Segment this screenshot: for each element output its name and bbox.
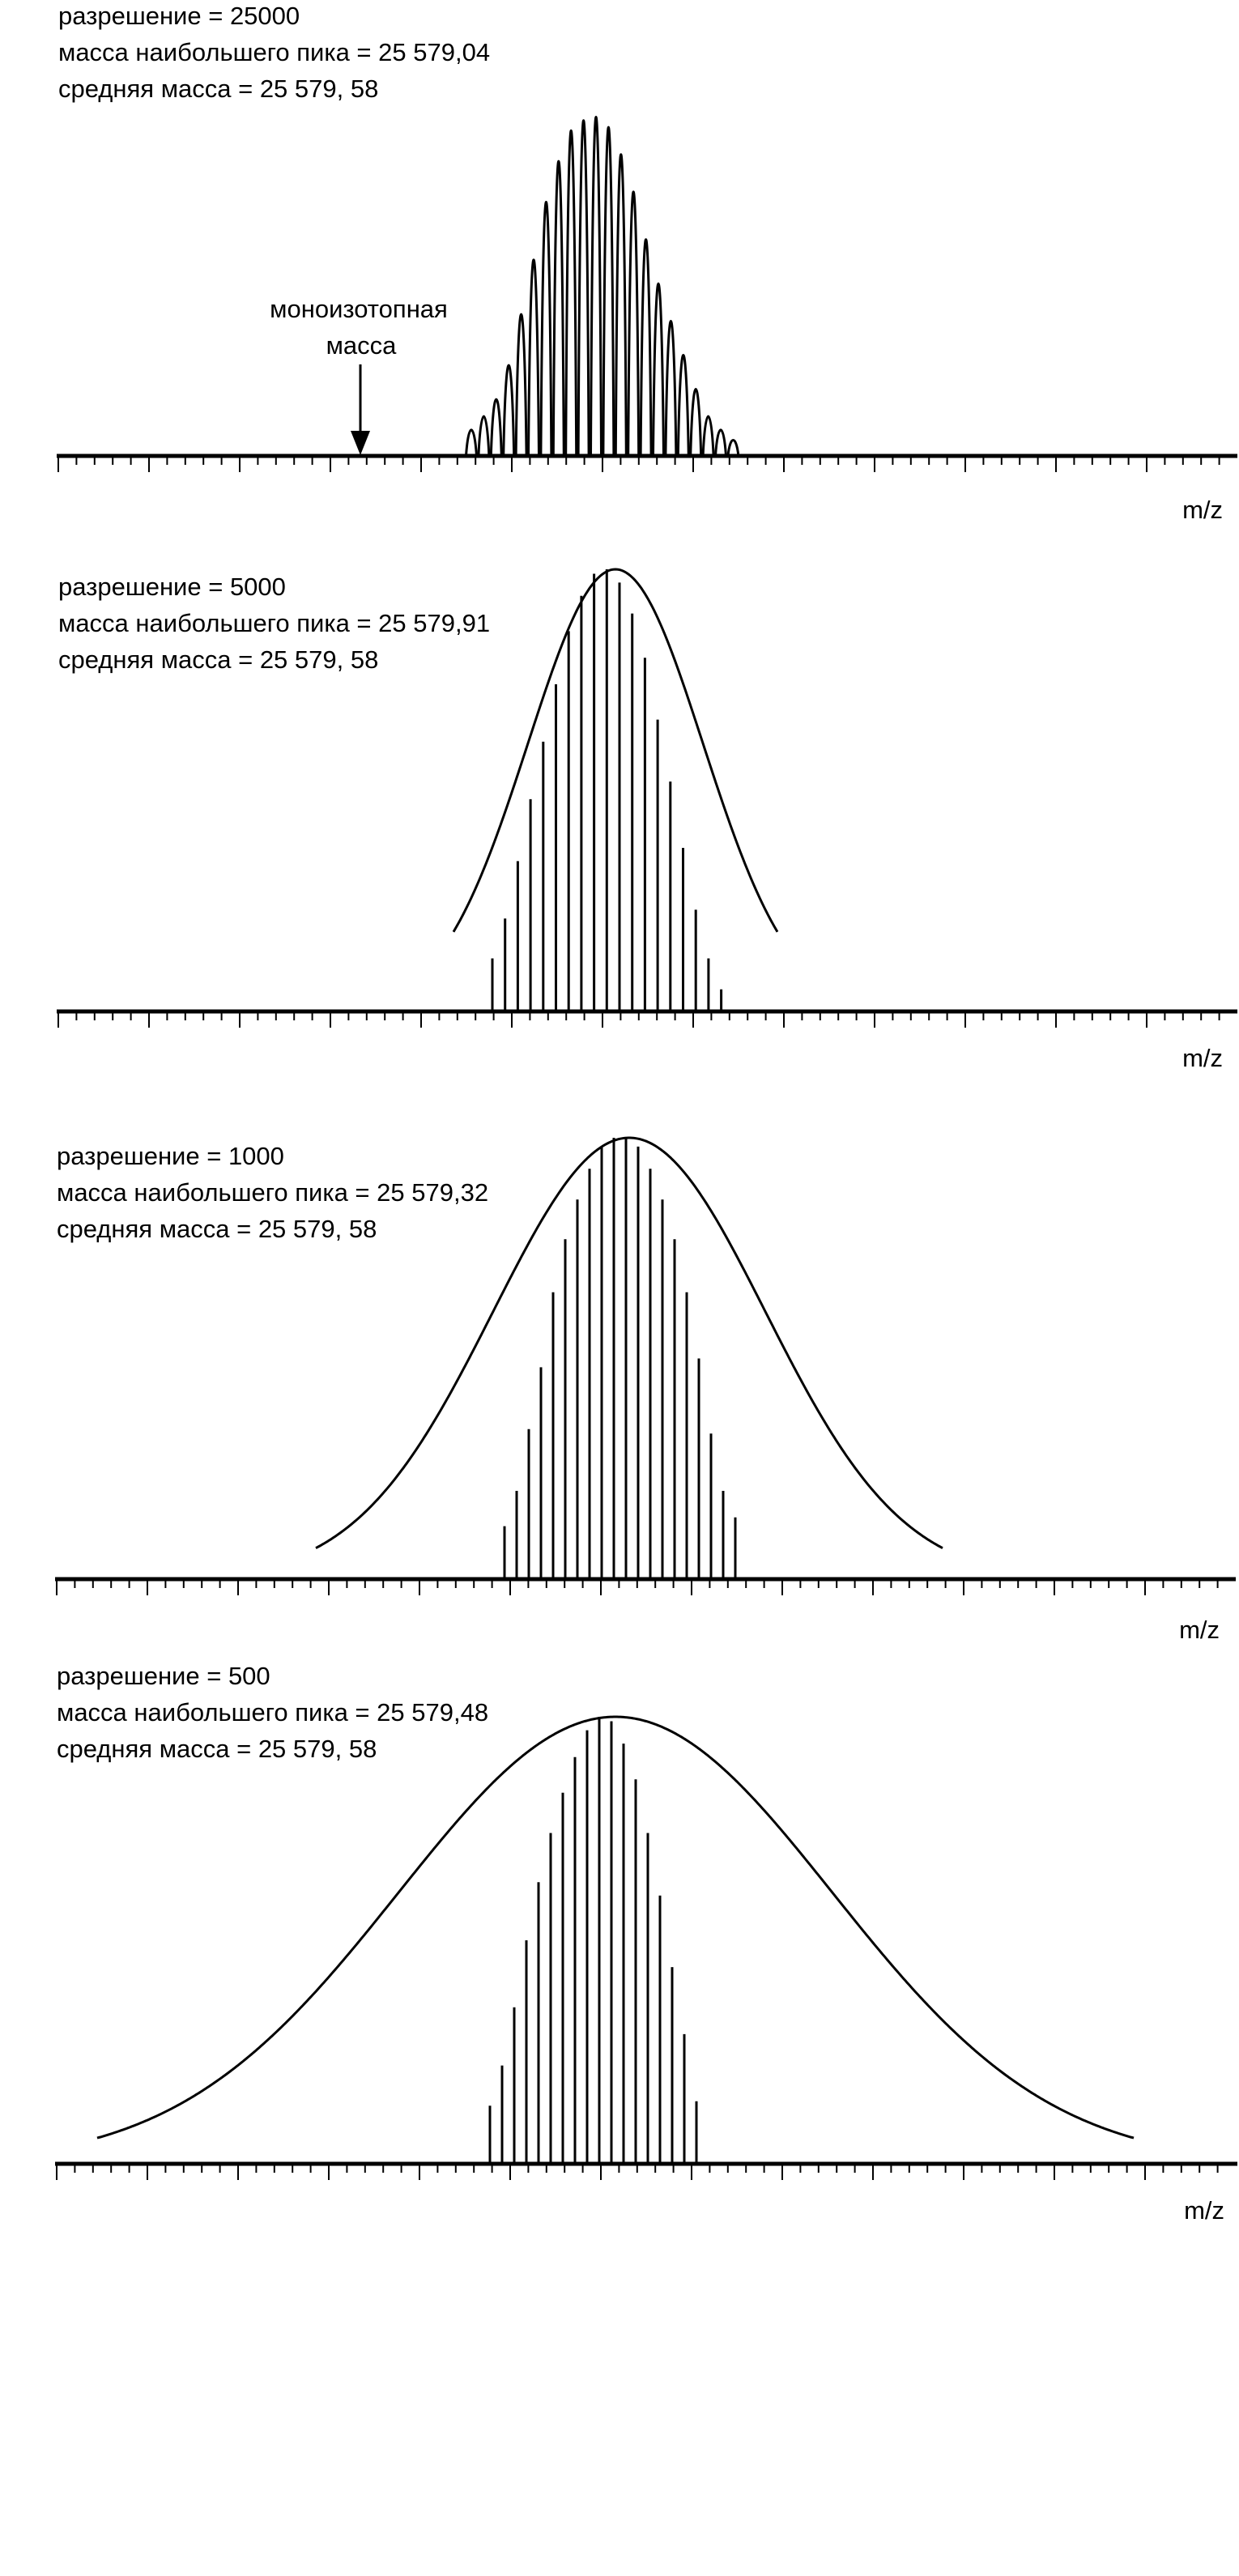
isotope-peak	[591, 117, 602, 457]
monoisotopic-label-line-2: масса	[326, 331, 397, 360]
x-axis-label: m/z	[1179, 1616, 1220, 1644]
isotope-peak	[703, 416, 713, 456]
isotope-peak	[603, 127, 614, 456]
isotope-peak	[504, 365, 514, 456]
annotation-line-resolution: разрешение = 500	[57, 1662, 270, 1690]
annotation-line-resolution: разрешение = 1000	[57, 1142, 284, 1170]
isotope-peak	[578, 121, 589, 456]
isotope-peak	[541, 202, 551, 457]
isotope-peak	[691, 390, 701, 457]
panel-resolution-5000	[57, 569, 1237, 1072]
isotope-peak	[491, 399, 501, 456]
annotation-line-average-mass: средняя масса = 25 579, 58	[57, 1215, 377, 1243]
annotation-line-peak-mass: масса наибольшего пика = 25 579,91	[58, 609, 491, 637]
annotation-line-peak-mass: масса наибольшего пика = 25 579,04	[58, 38, 491, 66]
annotation-line-average-mass: средняя масса = 25 579, 58	[58, 645, 379, 674]
isotope-peak	[678, 356, 688, 457]
panel-resolution-25000	[57, 2, 1237, 524]
annotation-line-resolution: разрешение = 5000	[58, 573, 286, 601]
envelope-curve	[453, 569, 777, 932]
isotope-peak	[716, 430, 726, 456]
annotation-line-average-mass: средняя масса = 25 579, 58	[57, 1735, 377, 1763]
isotope-peak	[641, 240, 651, 456]
annotation-line-average-mass: средняя масса = 25 579, 58	[58, 75, 379, 103]
isotope-peak	[553, 161, 564, 456]
isotope-peak	[566, 130, 577, 456]
isotope-peak	[666, 321, 676, 457]
isotope-peak	[529, 260, 539, 456]
annotation-line-peak-mass: масса наибольшего пика = 25 579,32	[57, 1178, 489, 1207]
annotation-line-peak-mass: масса наибольшего пика = 25 579,48	[57, 1698, 489, 1727]
x-axis-label: m/z	[1182, 496, 1223, 524]
isotope-peak	[516, 314, 526, 456]
monoisotopic-label-line-1: моноизотопная	[270, 295, 448, 323]
monoisotopic-arrow-head	[351, 431, 370, 455]
panel-resolution-500	[55, 1662, 1237, 2225]
x-axis-label: m/z	[1184, 2196, 1224, 2225]
isotope-peak	[728, 441, 739, 457]
x-axis-label: m/z	[1182, 1044, 1223, 1072]
isotope-peak	[466, 430, 477, 456]
isotope-peak	[654, 283, 664, 456]
envelope-curve	[97, 1717, 1134, 2138]
panel-resolution-1000	[55, 1138, 1236, 1644]
isotope-peak	[615, 155, 626, 456]
isotope-peak	[628, 192, 639, 456]
isotope-peak	[479, 416, 489, 456]
annotation-line-resolution: разрешение = 25000	[58, 2, 300, 30]
